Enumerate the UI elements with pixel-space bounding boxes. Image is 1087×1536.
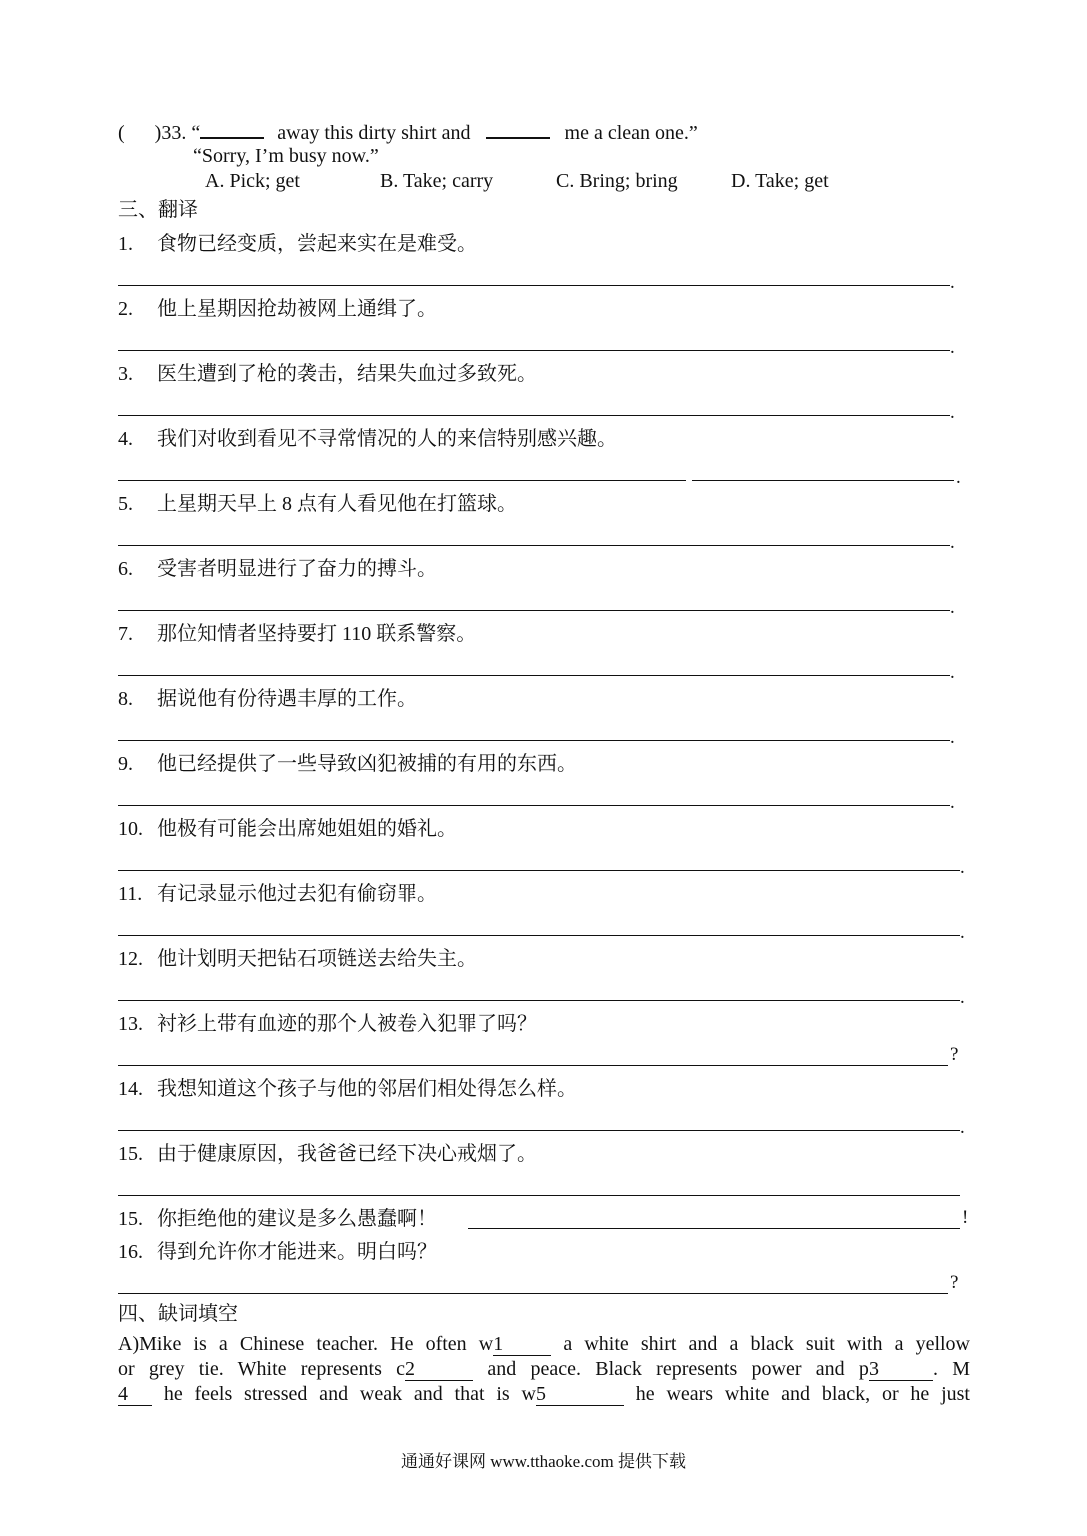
answer-line[interactable]: [118, 1293, 948, 1294]
item-text: 得到允许你才能进来。明白吗？: [157, 1241, 437, 1263]
answer-line[interactable]: [118, 935, 960, 936]
translation-prompt: [118, 947, 477, 971]
translation-prompt: [118, 622, 476, 646]
answer-line[interactable]: [118, 1000, 960, 1001]
answer-line[interactable]: [118, 675, 950, 676]
answer-line[interactable]: [118, 805, 950, 806]
item-number: 13.: [118, 1013, 143, 1035]
line-end-punctuation: ?: [950, 1044, 959, 1065]
answer-line[interactable]: [468, 1228, 960, 1229]
item-number: 3.: [118, 363, 133, 385]
cloze-passage: [118, 1332, 970, 1407]
answer-line[interactable]: [118, 350, 950, 351]
answer-blank-1: [200, 119, 264, 139]
item-number: 9.: [118, 753, 133, 775]
option-c: C. Bring; bring: [556, 170, 678, 192]
answer-line[interactable]: [118, 415, 950, 416]
line-end-punctuation: .: [956, 467, 961, 488]
translation-prompt: [118, 1012, 537, 1036]
answer-line[interactable]: [692, 480, 954, 481]
translation-prompt: [118, 752, 577, 776]
item-number: 4.: [118, 428, 133, 450]
translation-prompt: [118, 882, 437, 906]
item-text: 我想知道这个孩子与他的邻居们相处得怎么样。: [157, 1078, 577, 1100]
item-number: 11.: [118, 883, 143, 905]
question-text-b: me a clean one.”: [564, 122, 698, 144]
answer-line[interactable]: [118, 1065, 948, 1066]
item-text: 据说他有份待遇丰厚的工作。: [157, 688, 417, 710]
translation-prompt: [118, 427, 617, 451]
answer-line[interactable]: [118, 480, 686, 481]
answer-line[interactable]: [118, 610, 950, 611]
answer-line[interactable]: [118, 545, 950, 546]
line-end-punctuation: .: [950, 662, 955, 683]
cloze-blank-3: 3: [869, 1359, 933, 1381]
question-reply: “Sorry, I’m busy now.”: [193, 145, 379, 167]
item-number: 5.: [118, 493, 133, 515]
item-text: 由于健康原因，我爸爸已经下决心戒烟了。: [157, 1143, 537, 1165]
cloze-blank-1: 1: [493, 1334, 551, 1356]
item-number: 8.: [118, 688, 133, 710]
item-number: 16.: [118, 1241, 143, 1263]
item-text: 他上星期因抢劫被网上通缉了。: [157, 298, 437, 320]
line-end-punctuation: .: [960, 987, 965, 1008]
item-text: 有记录显示他过去犯有偷窃罪。: [157, 883, 437, 905]
page-footer: 通通好课网 www.tthaoke.com 提供下载: [400, 1452, 687, 1471]
item-text: 上星期天早上 8 点有人看见他在打篮球。: [157, 493, 517, 515]
item-text: 你拒绝他的建议是多么愚蠢啊！: [157, 1208, 437, 1230]
answer-line[interactable]: [118, 285, 950, 286]
cloze-blank-5: 5: [536, 1384, 624, 1406]
line-end-punctuation: .: [950, 727, 955, 748]
item-text: 受害者明显进行了奋力的搏斗。: [157, 558, 437, 580]
translation-prompt: [118, 232, 477, 256]
item-number: 15.: [118, 1143, 143, 1165]
item-number: 12.: [118, 948, 143, 970]
cloze-blank-4: 4: [118, 1384, 152, 1406]
line-end-punctuation: .: [960, 857, 965, 878]
item-number: 14.: [118, 1078, 143, 1100]
item-number: 15.: [118, 1208, 143, 1230]
item-text: 我们对收到看见不寻常情况的人的来信特别感兴趣。: [157, 428, 617, 450]
question-text-a: away this dirty shirt and: [277, 122, 471, 144]
line-end-punctuation: .: [960, 1117, 965, 1138]
translation-prompt: [118, 1077, 577, 1101]
item-text: 他极有可能会出席她姐姐的婚礼。: [157, 818, 457, 840]
translation-prompt: [118, 297, 437, 321]
line-end-punctuation: .: [950, 272, 955, 293]
section-3-title: 三、翻译: [118, 199, 198, 221]
translation-prompt: [118, 1240, 437, 1264]
answer-line[interactable]: [118, 870, 960, 871]
item-number: 1.: [118, 233, 133, 255]
item-text: 医生遭到了枪的袭击，结果失血过多致死。: [157, 363, 537, 385]
translation-prompt: [118, 362, 537, 386]
section-4-title: 四、缺词填空: [118, 1303, 238, 1325]
item-number: 2.: [118, 298, 133, 320]
item-number: 10.: [118, 818, 143, 840]
answer-paren: (: [118, 122, 125, 144]
line-end-punctuation: .: [950, 532, 955, 553]
line-end-punctuation: .: [960, 922, 965, 943]
line-end-punctuation: .: [950, 792, 955, 813]
cloze-line-1: A)Mike is a Chinese teacher. He often w1 a white shirt and a black suit with a yellow: [118, 1333, 970, 1355]
item-text: 那位知情者坚持要打 110 联系警察。: [157, 623, 477, 645]
translation-prompt: [118, 817, 457, 841]
answer-line[interactable]: [118, 1195, 960, 1196]
line-end-punctuation: .: [950, 597, 955, 618]
translation-prompt: [118, 687, 417, 711]
cloze-line-3: 4 he feels stressed and weak and that is w5 he wears white and black, or he just: [118, 1383, 970, 1405]
line-end-punctuation: ?: [950, 1272, 959, 1293]
option-d: D. Take; get: [731, 170, 829, 192]
item-text: 衬衫上带有血迹的那个人被卷入犯罪了吗？: [157, 1013, 537, 1035]
translation-prompt: [118, 557, 437, 581]
cloze-line-2: or grey tie. White represents c2 and peace. Black represents power and p3 . M: [118, 1358, 971, 1380]
line-end-punctuation: .: [950, 337, 955, 358]
answer-line[interactable]: [118, 740, 950, 741]
translation-prompt: [118, 1142, 537, 1166]
question-33: [118, 119, 698, 145]
item-number: 7.: [118, 623, 133, 645]
answer-blank-2: [486, 119, 550, 139]
item-text: 他计划明天把钻石项链送去给失主。: [157, 948, 477, 970]
line-end-punctuation: !: [962, 1207, 969, 1228]
option-b: B. Take; carry: [380, 170, 494, 192]
cloze-blank-2: 2: [405, 1359, 473, 1381]
option-a: A. Pick; get: [205, 170, 300, 192]
item-text: 食物已经变质，尝起来实在是难受。: [157, 233, 477, 255]
question-number: )33. “: [154, 122, 201, 144]
line-end-punctuation: .: [950, 402, 955, 423]
translation-prompt: [118, 492, 517, 516]
translation-prompt: [118, 1207, 437, 1231]
answer-line[interactable]: [118, 1130, 960, 1131]
item-text: 他已经提供了一些导致凶犯被捕的有用的东西。: [157, 753, 577, 775]
item-number: 6.: [118, 558, 133, 580]
